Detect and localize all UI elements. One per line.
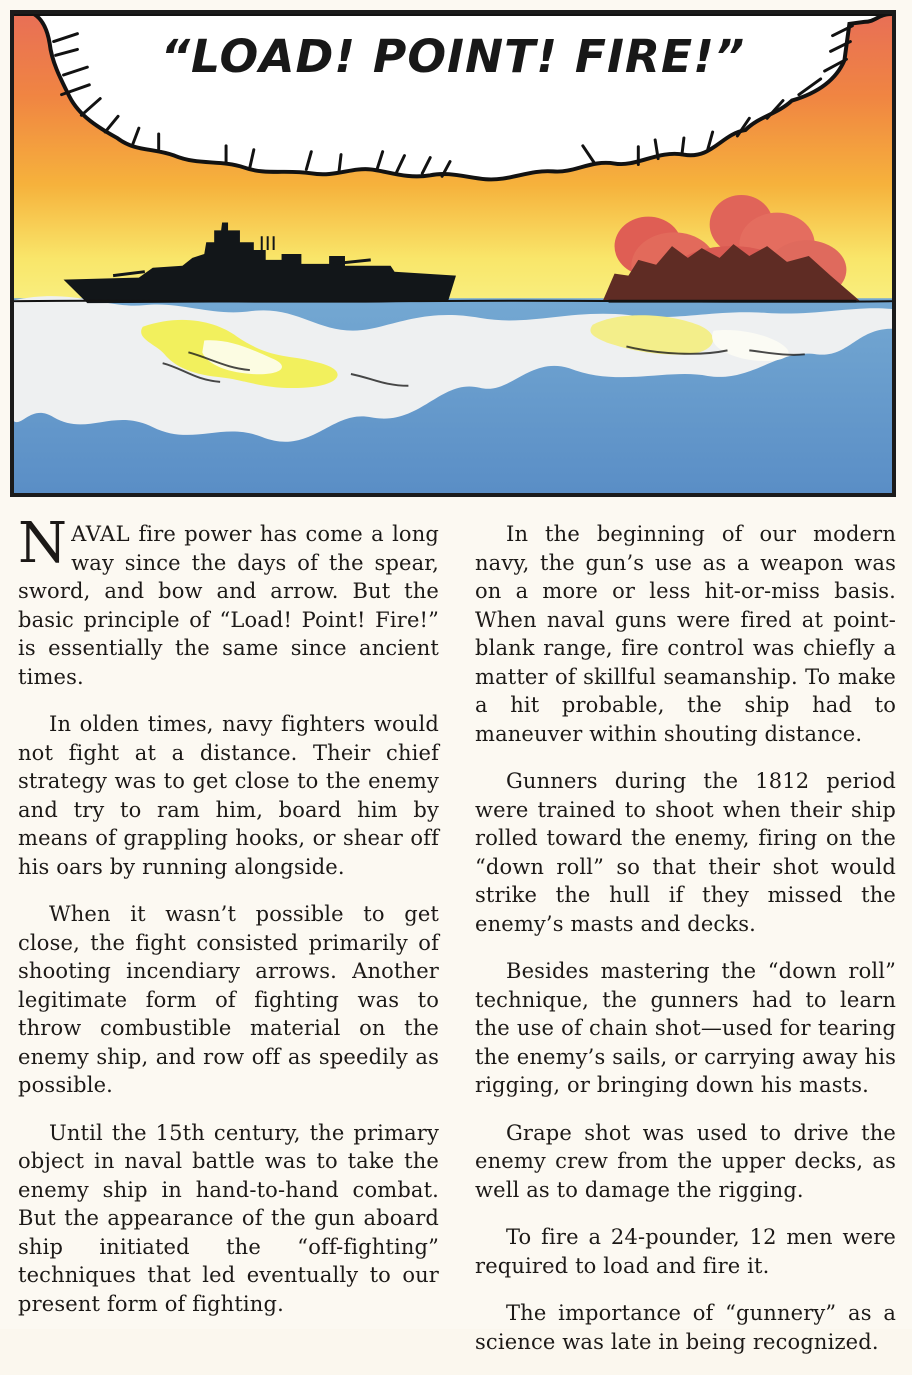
lead-caps: AVAL <box>71 522 131 546</box>
drop-cap: N <box>18 511 68 576</box>
illustration-panel <box>10 10 896 497</box>
paragraph-left-3: When it wasn’t possible to get close, the fight consisted primarily of shooting incendiary arrows. Another legitimate form of fighting was to throw combustible material on the enemy ship, and row off as speedily as possible. <box>18 902 439 1097</box>
paragraph-left-4: Until the 15th century, the primary object in naval battle was to take the enemy ship in hand-to-hand combat. But the appearance of the gun aboard ship initiated the “off-fighting” techniques that led eventually to our present form of fighting. <box>18 1120 439 1316</box>
article-body <box>18 511 896 1354</box>
paragraph-left-2: In olden times, navy fighters would not fight at a distance. Their chief strategy was to get close to the enemy and try to ram him, board him by means of grappling hooks, or shear off his oars by running alongside. <box>18 712 439 879</box>
paragraph-right-4: Grape shot was used to drive the enemy crew from the upper decks, as well as to damage the rigging. <box>475 1120 896 1202</box>
paragraph-right-2: Gunners during the 1812 period were trained to shoot when their ship rolled toward the enemy, firing on the “down roll” so that their shot would strike the hull if they missed the enemy’s masts and decks. <box>475 769 896 936</box>
panel-title: “LOAD! POINT! FIRE!” <box>160 30 746 83</box>
left-column <box>18 511 439 1375</box>
intro-paragraph <box>18 511 439 691</box>
right-column <box>475 520 896 1375</box>
paragraph-right-5: To fire a 24-pounder, 12 men were required to load and fire it. <box>475 1225 896 1278</box>
paragraph-right-3: Besides mastering the “down roll” technique, the gunners had to learn the use of chain shot—used for tearing the enemy’s sails, or carrying away his rigging, or bringing down his masts. <box>475 959 896 1097</box>
naval-battle-illustration <box>14 14 892 493</box>
horizon-line <box>14 301 892 302</box>
paragraph-right-1: In the beginning of our modern navy, the gun’s use as a weapon was on a more or less hit-or-miss basis. When naval guns were fired at point-blank range, fire control was chiefly a matter of skillful seamanship. To make a hit probable, the ship had to maneuver within shouting distance. <box>475 522 896 746</box>
intro-text: fire power has come a long way since the days of the spear, sword, and bow and arrow. But the basic principle of “Load! Point! Fire!” is essentially the same since ancient times. <box>18 522 439 689</box>
paragraph-right-6: The importance of “gunnery” as a science was late in being recognized. <box>475 1301 896 1354</box>
